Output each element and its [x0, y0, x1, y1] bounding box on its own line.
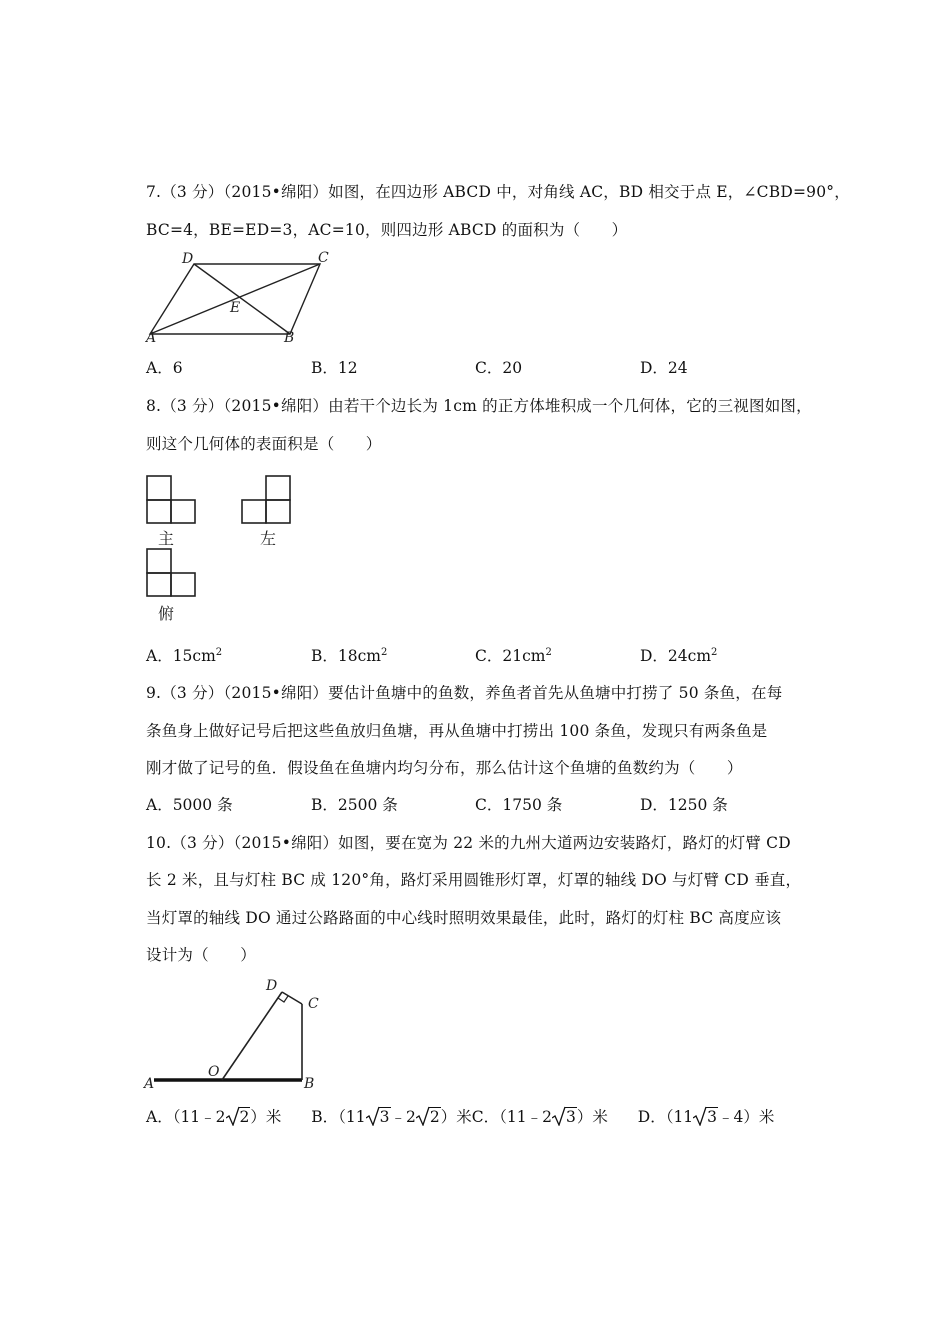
q7-line-2: BC=4，BE=ED=3，AC=10，则四边形 ABCD 的面积为（ ） [146, 221, 628, 239]
sqrt-symbol: 3 [552, 1108, 577, 1126]
q8-option-a[interactable]: A．$15cm^2$ [146, 647, 223, 665]
sqrt-symbol: 2 [416, 1108, 441, 1126]
sqrt-symbol: 3 [693, 1108, 718, 1126]
sqrt-symbol: 3 [366, 1108, 391, 1126]
q8-label-top: 俯 [158, 604, 175, 623]
q9-option-d[interactable]: D．1250 条 [640, 796, 728, 814]
q7-label-a: A [146, 330, 157, 346]
q10-options-row [146, 1105, 774, 1127]
q10-option-b-c[interactable]: B．（11 3﹣2 2）米C．（11﹣2 3）米 [311, 1108, 608, 1126]
q7-option-a[interactable]: A．6 [146, 359, 183, 377]
q7-label-b: B [284, 330, 295, 346]
q9-option-c[interactable]: C．1750 条 [475, 796, 563, 814]
q7-label-d: D [182, 251, 194, 267]
q10-label-c: C [308, 996, 319, 1012]
q8-option-c[interactable]: C．$21cm^2$ [475, 647, 552, 665]
q10-option-d[interactable]: D．（11 3﹣4）米 [637, 1108, 775, 1126]
q8-option-b[interactable]: B．$18cm^2$ [311, 647, 388, 665]
q10-line-2: 长 2 米，且与灯柱 BC 成 120°角，路灯采用圆锥形灯罩，灯罩的轴线 DO 与灯臂 CD 垂直， [146, 871, 802, 889]
q7-figure-parallelogram [142, 246, 342, 352]
q10-line-3: 当灯罩的轴线 DO 通过公路路面的中心线时照明效果最佳，此时，路灯的灯柱 BC 高度应该 [146, 909, 782, 927]
q9-line-2: 条鱼身上做好记号后把这些鱼放归鱼塘，再从鱼塘中打捞出 100 条鱼，发现只有两条鱼是 [146, 722, 768, 740]
q8-label-left: 左 [260, 529, 277, 548]
q7-label-e: E [230, 300, 241, 316]
q10-label-b: B [304, 1076, 315, 1092]
q8-figure-three-views [140, 468, 310, 632]
q10-label-a: A [144, 1076, 155, 1092]
q9-option-b[interactable]: B．2500 条 [311, 796, 398, 814]
sqrt-symbol: 2 [226, 1108, 251, 1126]
q10-label-d: D [266, 978, 278, 994]
q10-option-a[interactable]: A．（11﹣2 2）米 [146, 1108, 282, 1126]
q7-label-c: C [318, 250, 329, 266]
q9-line-3: 刚才做了记号的鱼．假设鱼在鱼塘内均匀分布，那么估计这个鱼塘的鱼数约为（ ） [146, 759, 743, 777]
q10-line-4: 设计为（ ） [146, 946, 256, 964]
q7-option-b[interactable]: B．12 [311, 359, 358, 377]
q9-line-1: 9.（3 分）（2015•绵阳）要估计鱼塘中的鱼数，养鱼者首先从鱼塘中打捞了 50 条鱼，在每 [146, 684, 783, 702]
q8-line-1: 8.（3 分）（2015•绵阳）由若干个边长为 1cm 的正方体堆积成一个几何体，它的三视图如图， [146, 397, 812, 415]
q10-line-1: 10.（3 分）（2015•绵阳）如图，要在宽为 22 米的九州大道两边安装路灯，路灯的灯臂 CD [146, 834, 791, 852]
q7-line-1: 7.（3 分）（2015•绵阳）如图，在四边形 ABCD 中，对角线 AC，BD 相交于点 E，∠CBD=90°， [146, 183, 850, 201]
q8-option-d[interactable]: D．$24cm^2$ [640, 647, 718, 665]
q10-label-o: O [208, 1064, 220, 1080]
q8-line-2: 则这个几何体的表面积是（ ） [146, 435, 382, 453]
q7-option-c[interactable]: C．20 [475, 359, 523, 377]
q8-label-front: 主 [158, 529, 175, 548]
q7-option-d[interactable]: D．24 [640, 359, 688, 377]
q9-option-a[interactable]: A．5000 条 [146, 796, 233, 814]
q10-figure-streetlight [142, 972, 342, 1098]
